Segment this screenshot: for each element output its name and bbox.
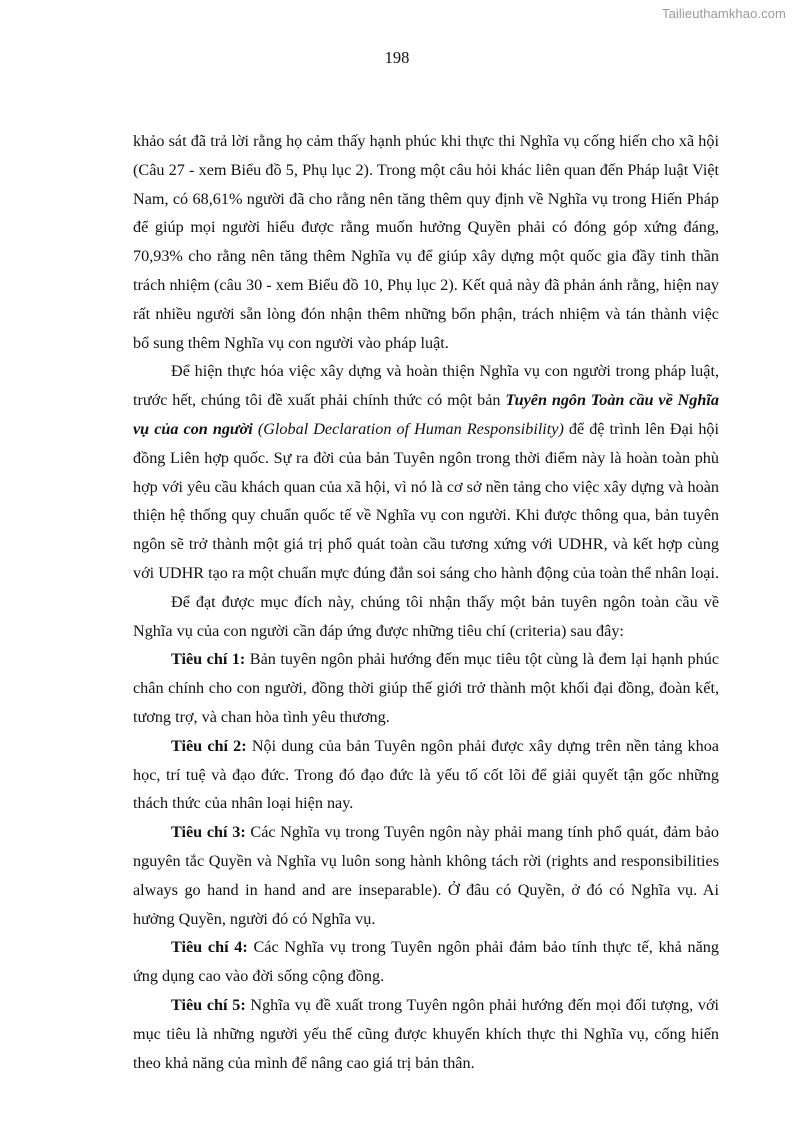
criterion-item: [133, 645, 719, 731]
criterion-label: Tiêu chí 5:: [171, 995, 246, 1014]
criterion-item: [133, 991, 719, 1077]
declaration-english-title: (Global Declaration of Human Responsibility): [252, 419, 564, 438]
criterion-item: [133, 732, 719, 818]
criterion-text: Bản tuyên ngôn phải hướng đến mục tiêu tột cùng là đem lại hạnh phúc chân chính cho con người, đồng thời giúp thế giới trở thành một khối đại đồng, đoàn kết, tương trợ, và chan hòa tình yêu thương.: [133, 650, 720, 726]
criterion-text: Nội dung của bản Tuyên ngôn phải được xây dựng trên nền tảng khoa học, trí tuệ và đạo đức. Trong đó đạo đức là yếu tố cốt lõi để giải quyết tận gốc những thách thức của nhân loại hiện nay.: [133, 736, 719, 813]
criterion-item: [133, 818, 719, 933]
criterion-text: Các Nghĩa vụ trong Tuyên ngôn phải đảm bảo tính thực tế, khả năng ứng dụng cao vào đời sống cộng đồng.: [133, 938, 719, 986]
criterion-label: Tiêu chí 3:: [171, 823, 246, 842]
paragraph-continuation: khảo sát đã trả lời rằng họ cảm thấy hạnh phúc khi thực thi Nghĩa vụ cống hiến cho xã hội (Câu 27 - xem Biểu đồ 5, Phụ lục 2). Trong một câu hỏi khác liên quan đến Pháp luật Việt Nam, có 68,61% người đã cho rằng nên tăng thêm quy định về Nghĩa vụ trong Hiến Pháp để giúp mọi người hiểu được rằng muốn hưởng Quyền phải có đóng góp xứng đáng, 70,93% cho rằng nên tăng thêm Nghĩa vụ để giúp xây dựng một quốc gia đầy tinh thần trách nhiệm (câu 30 - xem Biểu đồ 10, Phụ lục 2). Kết quả này đã phản ánh rằng, hiện nay rất nhiều người sẵn lòng đón nhận thêm những bổn phận, trách nhiệm và tán thành việc bổ sung thêm Nghĩa vụ con người vào pháp luật.: [133, 132, 719, 352]
criterion-label: Tiêu chí 1:: [171, 650, 246, 669]
declaration-title: Tuyên ngôn Toàn cầu về Nghĩa vụ của con người: [133, 391, 719, 438]
paragraph-declaration: [133, 357, 719, 587]
criterion-text: Nghĩa vụ đề xuất trong Tuyên ngôn phải hướng đến mọi đối tượng, với mục tiêu là những người yếu thế cũng được khuyến khích thực thi Nghĩa vụ, cống hiến theo khả năng của mình để nâng cao giá trị bản thân.: [133, 995, 720, 1072]
criterion-text: Các Nghĩa vụ trong Tuyên ngôn này phải mang tính phổ quát, đảm bảo nguyên tắc Quyền và Nghĩa vụ luôn song hành không tách rời (rights and responsibilities always go hand in hand and are inseparable). Ở đâu có Quyền, ở đó có Nghĩa vụ. Ai hưởng Quyền, người đó có Nghĩa vụ.: [133, 823, 719, 928]
criterion-label: Tiêu chí 4:: [171, 938, 248, 957]
paragraph-criteria-intro: Để đạt được mục đích này, chúng tôi nhận thấy một bản tuyên ngôn toàn cầu về Nghĩa vụ của con người cần đáp ứng được những tiêu chí (criteria) sau đây:: [133, 592, 719, 640]
paragraph-declaration-rest: để đệ trình lên Đại hội đồng Liên hợp quốc. Sự ra đời của bản Tuyên ngôn trong thời điểm này là hoàn toàn phù hợp với yêu cầu khách quan của xã hội, vì nó là cơ sở nền tảng cho việc xây dựng và hoàn thiện hệ thống quy chuẩn quốc tế về Nghĩa vụ con người. Khi được thông qua, bản tuyên ngôn sẽ trở thành một giá trị phổ quát toàn cầu tương xứng với UDHR, và kết hợp cùng với UDHR tạo ra một chuẩn mực đúng đắn soi sáng cho hành động của toàn thể nhân loại.: [133, 419, 720, 582]
watermark: Tailieuthamkhao.com: [661, 6, 786, 21]
paragraph-declaration-intro: Để hiện thực hóa việc xây dựng và hoàn thiện Nghĩa vụ con người trong pháp luật, trước hết, chúng tôi đề xuất phải chính thức có một bản: [133, 362, 719, 410]
criterion-label: Tiêu chí 2:: [171, 736, 247, 755]
criterion-item: [133, 933, 719, 991]
page-number: 198: [384, 48, 410, 67]
document-body: [133, 127, 719, 1077]
